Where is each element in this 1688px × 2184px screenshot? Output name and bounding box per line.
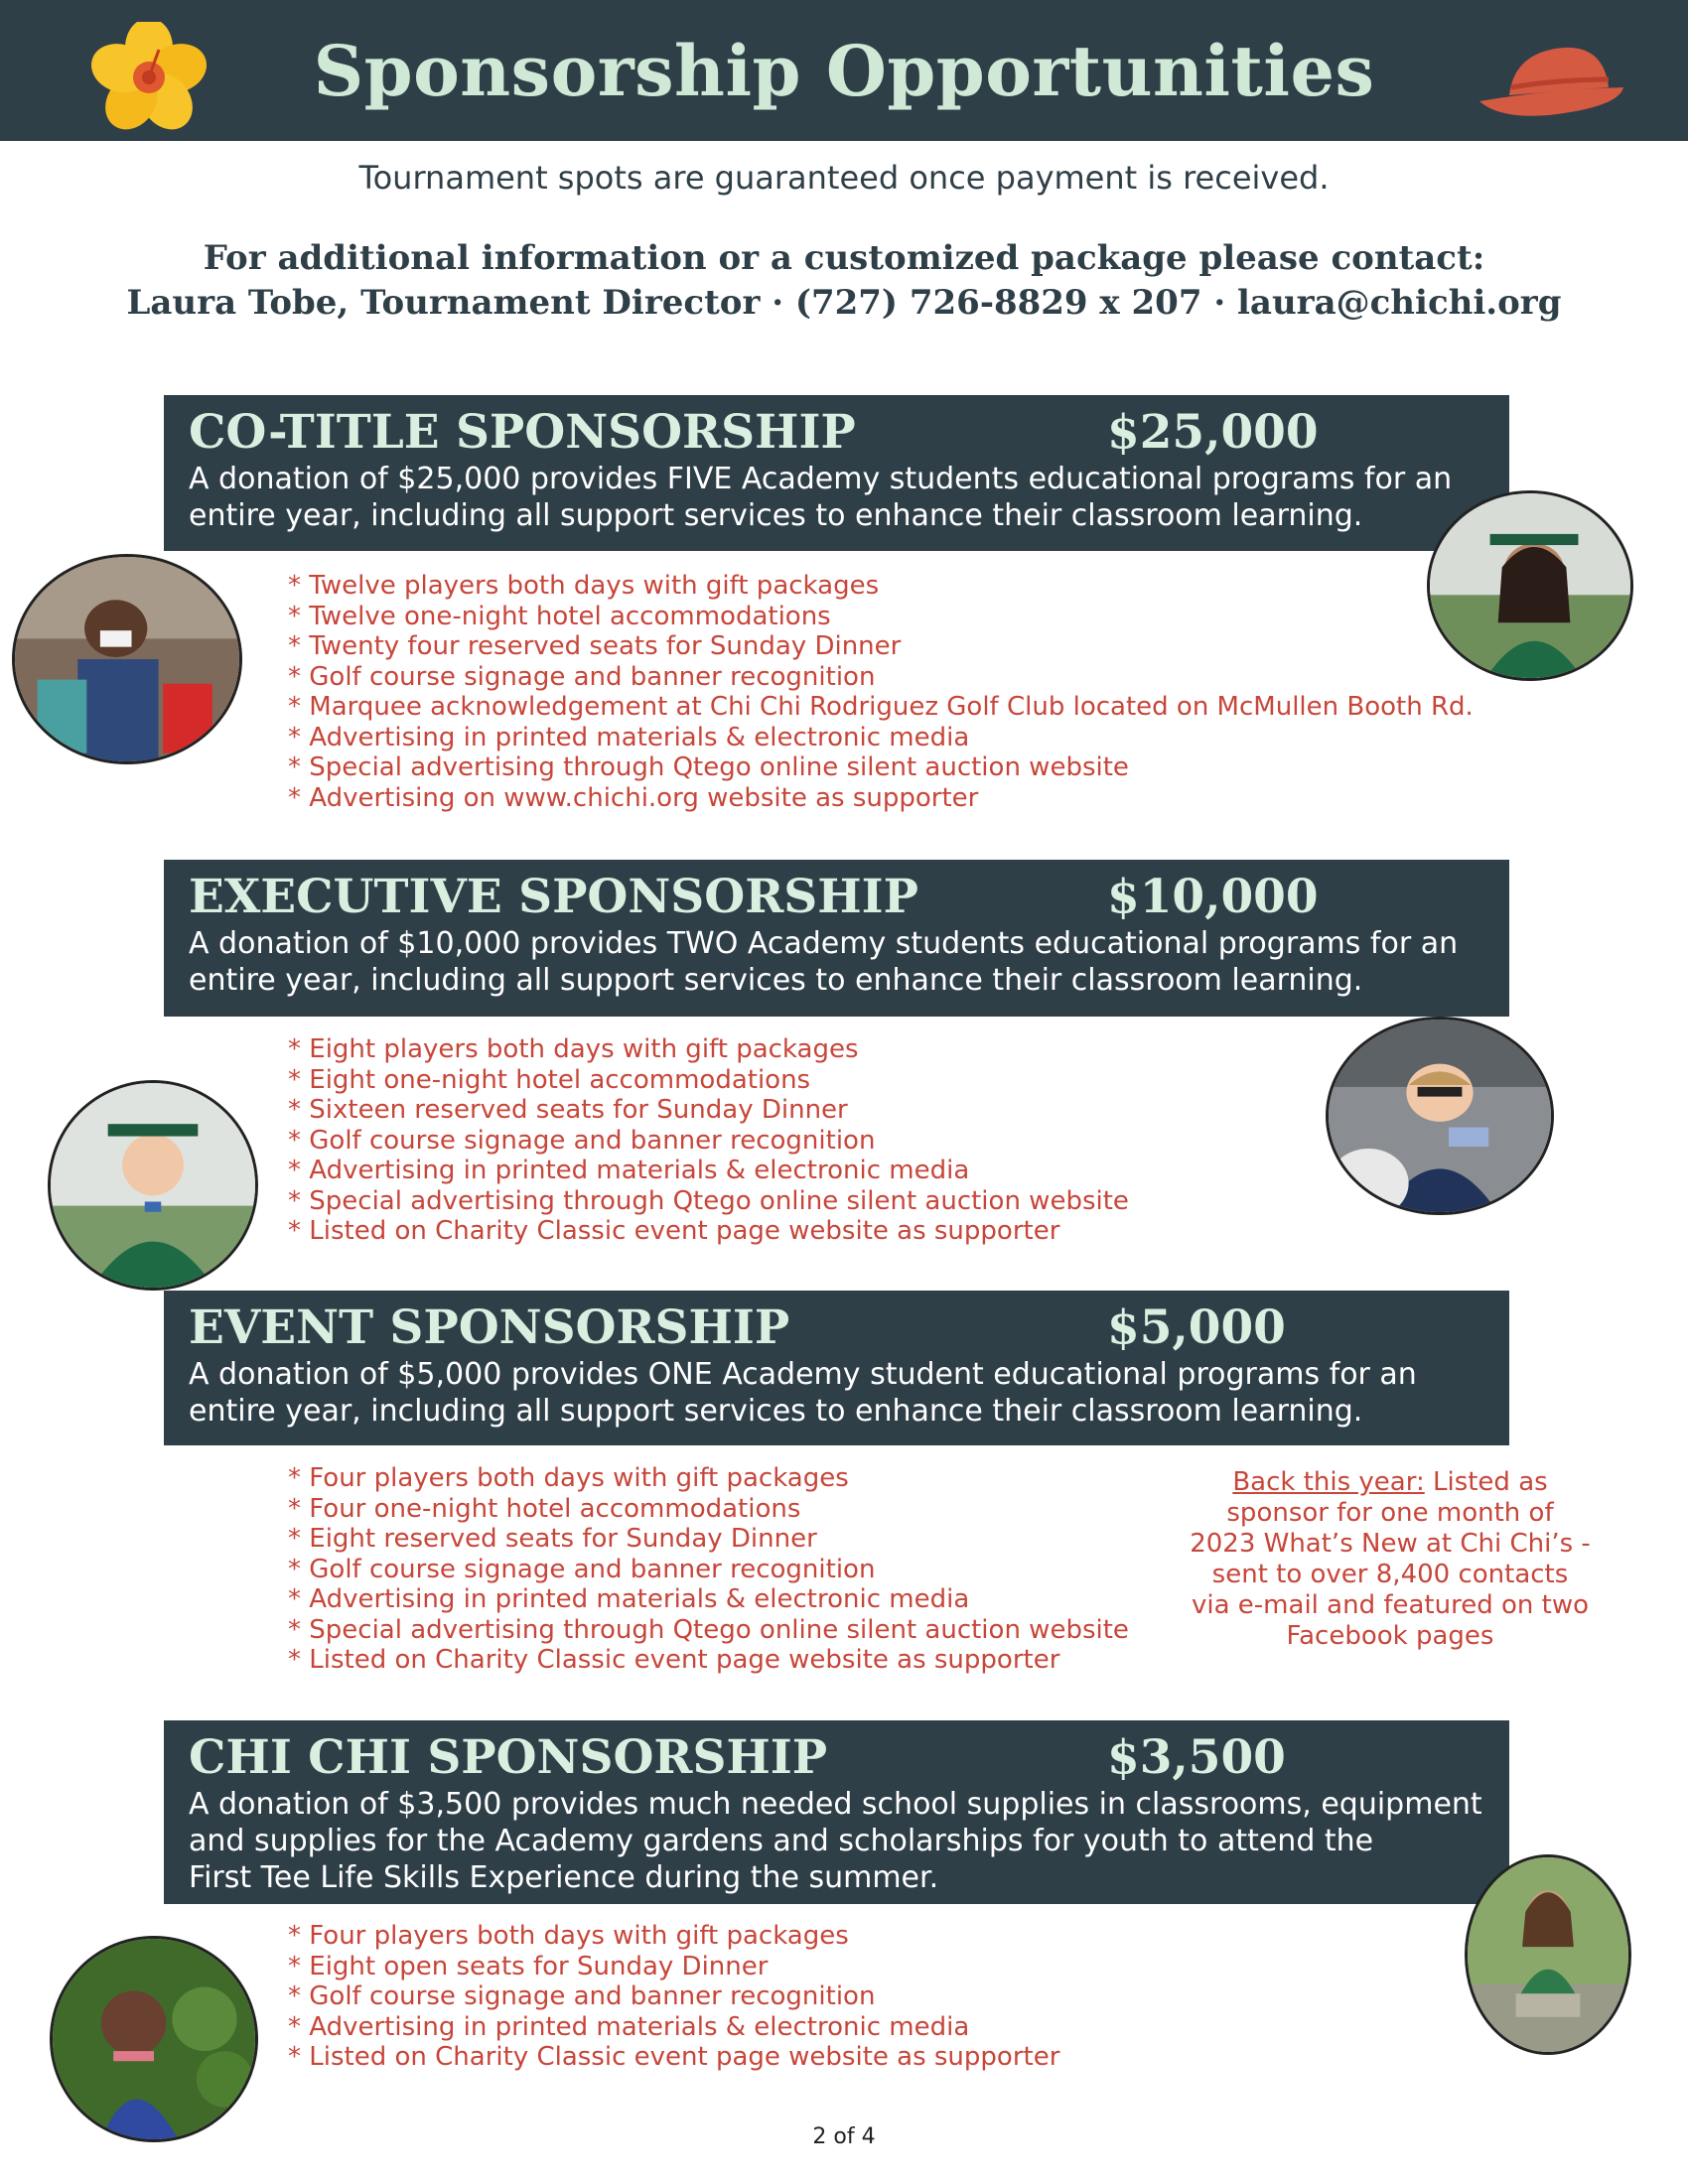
benefit-item: * Listed on Charity Classic event page website as supporter xyxy=(288,1645,1129,1676)
sponsorship-price: $5,000 xyxy=(1107,1300,1286,1355)
boy-holding-card-photo xyxy=(1326,1017,1554,1215)
benefit-item: * Special advertising through Qtego online silent auction website xyxy=(288,752,1474,783)
graduate-boy-photo xyxy=(48,1080,258,1291)
sponsorship-description-line: entire year, including all support services to enhance their classroom learning. xyxy=(189,963,1363,998)
chi-chi-sponsorship-band xyxy=(164,1720,1509,1904)
sponsorship-title: EVENT SPONSORSHIP xyxy=(189,1300,790,1355)
event-benefits-list xyxy=(288,1463,1129,1676)
benefit-item: * Twelve players both days with gift packages xyxy=(288,571,1474,602)
sponsorship-title: CO-TITLE SPONSORSHIP xyxy=(189,405,856,460)
graduate-girl-photo xyxy=(1427,490,1633,681)
benefit-item: * Sixteen reserved seats for Sunday Dinner xyxy=(288,1095,1129,1126)
event-sponsorship-band xyxy=(164,1291,1509,1445)
intro-guarantee-text: Tournament spots are guaranteed once payment is received. xyxy=(358,159,1330,197)
sponsorship-description-line: and supplies for the Academy gardens and scholarships for youth to attend the xyxy=(189,1824,1374,1858)
note-line: sent to over 8,400 contacts xyxy=(1211,1560,1569,1589)
co-title-sponsorship-band xyxy=(164,395,1509,551)
benefit-item: * Twelve one-night hotel accommodations xyxy=(288,602,1474,632)
sponsorship-description-line: A donation of $5,000 provides ONE Academy student educational programs for an xyxy=(189,1357,1417,1392)
benefit-item: * Advertising in printed materials & electronic media xyxy=(288,1156,1129,1186)
benefit-item: * Marquee acknowledgement at Chi Chi Rodriguez Golf Club located on McMullen Booth Rd. xyxy=(288,692,1474,723)
event-bonus-note xyxy=(1177,1467,1604,1652)
girl-sitting-photo xyxy=(1465,1854,1631,2055)
co-title-benefits-list xyxy=(288,571,1474,813)
benefit-item: * Special advertising through Qtego online silent auction website xyxy=(288,1186,1129,1217)
note-line: via e-mail and featured on two xyxy=(1192,1590,1589,1620)
note-text: Listed as xyxy=(1424,1467,1548,1497)
benefit-item: * Advertising on www.chichi.org website as supporter xyxy=(288,783,1474,814)
note-line: sponsor for one month of xyxy=(1226,1498,1554,1528)
sponsorship-price: $3,500 xyxy=(1107,1730,1286,1785)
benefit-item: * Eight reserved seats for Sunday Dinner xyxy=(288,1524,1129,1555)
benefit-item: * Special advertising through Qtego online silent auction website xyxy=(288,1615,1129,1646)
benefit-item: * Eight players both days with gift packages xyxy=(288,1034,1129,1065)
page-number: 2 of 4 xyxy=(812,2124,876,2149)
benefit-item: * Four one-night hotel accommodations xyxy=(288,1494,1129,1525)
benefit-item: * Golf course signage and banner recognition xyxy=(288,662,1474,693)
intro-contact-details: Laura Tobe, Tournament Director · (727) 726-8829 x 207 · laura@chichi.org xyxy=(126,283,1562,323)
intro-contact-heading: For additional information or a customized package please contact: xyxy=(203,238,1485,278)
note-line: Facebook pages xyxy=(1286,1621,1494,1651)
benefit-item: * Advertising in printed materials & electronic media xyxy=(288,723,1474,753)
executive-benefits-list xyxy=(288,1034,1129,1247)
sponsorship-description-line: entire year, including all support services to enhance their classroom learning. xyxy=(189,498,1363,533)
benefit-item: * Listed on Charity Classic event page website as supporter xyxy=(288,1216,1129,1247)
sponsorship-description-line: A donation of $3,500 provides much needed school supplies in classrooms, equipment xyxy=(189,1787,1482,1822)
note-label: Back this year: xyxy=(1232,1467,1425,1497)
sponsorship-price: $25,000 xyxy=(1107,405,1319,460)
benefit-item: * Four players both days with gift packages xyxy=(288,1921,1059,1952)
benefit-item: * Golf course signage and banner recognition xyxy=(288,1555,1129,1585)
benefit-item: * Four players both days with gift packages xyxy=(288,1463,1129,1494)
sponsorship-description-line: entire year, including all support services to enhance their classroom learning. xyxy=(189,1394,1363,1429)
executive-sponsorship-band xyxy=(164,860,1509,1017)
benefit-item: * Advertising in printed materials & electronic media xyxy=(288,2012,1059,2043)
page-header xyxy=(0,0,1688,141)
benefit-item: * Golf course signage and banner recognition xyxy=(288,1981,1059,2012)
red-hat-icon xyxy=(1470,30,1628,129)
sponsorship-description-line: A donation of $10,000 provides TWO Academy students educational programs for an xyxy=(189,926,1459,961)
girl-in-garden-photo xyxy=(50,1936,258,2142)
benefit-item: * Listed on Charity Classic event page website as supporter xyxy=(288,2042,1059,2073)
benefit-item: * Golf course signage and banner recognition xyxy=(288,1126,1129,1157)
page-title: Sponsorship Opportunities xyxy=(313,30,1375,112)
student-photo-gift-bags xyxy=(12,554,242,764)
benefit-item: * Eight one-night hotel accommodations xyxy=(288,1065,1129,1096)
benefit-item: * Twenty four reserved seats for Sunday Dinner xyxy=(288,631,1474,662)
benefit-item: * Advertising in printed materials & electronic media xyxy=(288,1584,1129,1615)
chi-chi-benefits-list xyxy=(288,1921,1059,2073)
note-line: 2023 What’s New at Chi Chi’s - xyxy=(1190,1529,1591,1559)
sponsorship-title: CHI CHI SPONSORSHIP xyxy=(189,1730,828,1785)
sponsorship-description-line: First Tee Life Skills Experience during the summer. xyxy=(189,1860,939,1895)
sponsorship-title: EXECUTIVE SPONSORSHIP xyxy=(189,870,918,924)
sponsorship-price: $10,000 xyxy=(1107,870,1319,924)
sponsorship-description-line: A donation of $25,000 provides FIVE Academy students educational programs for an xyxy=(189,462,1453,496)
benefit-item: * Eight open seats for Sunday Dinner xyxy=(288,1952,1059,1982)
